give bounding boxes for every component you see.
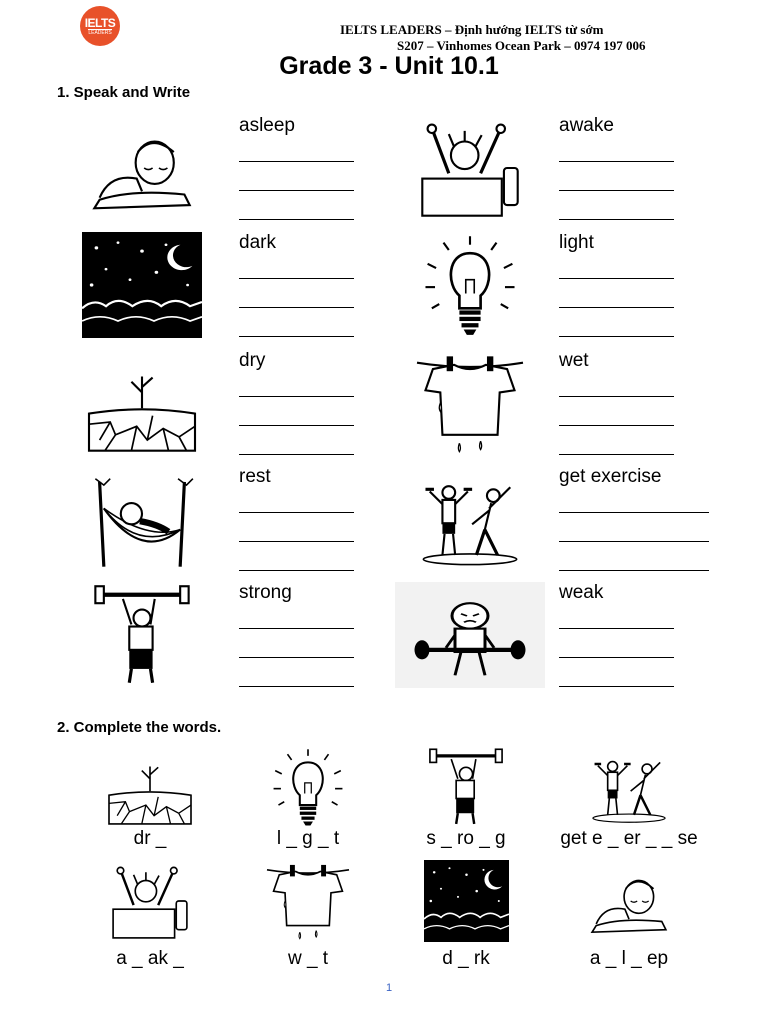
vocab-word-left: asleep <box>239 115 295 136</box>
weak-boy-icon <box>395 582 545 688</box>
header-line-2: S207 – Vinhomes Ocean Park – 0974 197 006 <box>397 38 646 53</box>
light-bulb-icon <box>258 746 358 828</box>
cracked-ground-icon <box>100 746 200 828</box>
writing-line <box>559 278 674 279</box>
wet-shirt-icon <box>258 860 358 942</box>
waking-boy-icon <box>395 115 545 221</box>
exercising-people-icon <box>579 746 679 828</box>
light-bulb-icon <box>395 232 545 338</box>
vocab-word-right: awake <box>559 115 614 136</box>
vocab-word-left: strong <box>239 582 292 603</box>
page-number: 1 <box>385 982 393 994</box>
writing-line <box>559 425 674 426</box>
writing-line <box>239 657 354 658</box>
logo-text: IELTS <box>84 15 116 30</box>
writing-line <box>559 512 709 513</box>
fill-in-word: l _ g _ t <box>276 828 340 849</box>
hammock-man-icon <box>82 466 202 572</box>
section-1-heading: 1. Speak and Write <box>57 84 191 101</box>
ielts-leaders-logo <box>80 6 120 46</box>
fill-in-word: w _ t <box>287 948 329 969</box>
fill-in-word: d _ rk <box>442 948 490 969</box>
vocab-word-left: dark <box>239 232 276 253</box>
writing-line <box>239 278 354 279</box>
writing-line <box>559 161 674 162</box>
vocab-word-right: weak <box>559 582 604 603</box>
vocab-word-right: get exercise <box>559 466 662 487</box>
writing-line <box>559 336 674 337</box>
writing-line <box>559 454 674 455</box>
writing-line <box>239 512 354 513</box>
fill-in-word: get e _ er _ _ se <box>560 828 698 849</box>
writing-line <box>559 570 709 571</box>
writing-line <box>239 541 354 542</box>
vocab-word-right: wet <box>559 350 589 371</box>
sleeping-boy-icon <box>82 115 202 221</box>
writing-line <box>559 190 674 191</box>
strong-boy-icon <box>82 582 202 688</box>
section-2-heading: 2. Complete the words. <box>57 719 222 736</box>
cracked-ground-icon <box>82 350 202 456</box>
fill-in-word: a _ ak _ <box>116 948 184 969</box>
writing-line <box>559 307 674 308</box>
fill-in-word: s _ ro _ g <box>426 828 506 849</box>
writing-line <box>239 686 354 687</box>
writing-line <box>559 541 709 542</box>
fill-in-word: a _ l _ ep <box>589 948 669 969</box>
writing-line <box>239 454 354 455</box>
writing-line <box>239 570 354 571</box>
writing-line <box>559 396 674 397</box>
night-sky-icon <box>82 232 202 338</box>
writing-line <box>239 628 354 629</box>
sleeping-boy-icon <box>579 860 679 942</box>
header-line-1: IELTS LEADERS – Định hướng IELTS từ sớm <box>340 22 604 37</box>
waking-boy-icon <box>100 860 200 942</box>
strong-boy-icon <box>416 746 516 828</box>
vocab-word-left: rest <box>239 466 271 487</box>
writing-line <box>239 190 354 191</box>
vocab-word-left: dry <box>239 350 266 371</box>
logo-subtext: LEADERS <box>88 29 112 36</box>
writing-line <box>559 628 674 629</box>
writing-line <box>239 161 354 162</box>
writing-line <box>559 686 674 687</box>
writing-line <box>239 425 354 426</box>
writing-line <box>559 219 674 220</box>
fill-in-word: dr _ <box>133 828 167 849</box>
writing-line <box>239 396 354 397</box>
vocab-word-right: light <box>559 232 594 253</box>
page-title: Grade 3 - Unit 10.1 <box>279 52 499 80</box>
wet-shirt-icon <box>395 350 545 456</box>
exercising-people-icon <box>395 466 545 572</box>
writing-line <box>559 657 674 658</box>
writing-line <box>239 336 354 337</box>
writing-line <box>239 219 354 220</box>
night-sky-icon <box>424 860 509 942</box>
writing-line <box>239 307 354 308</box>
